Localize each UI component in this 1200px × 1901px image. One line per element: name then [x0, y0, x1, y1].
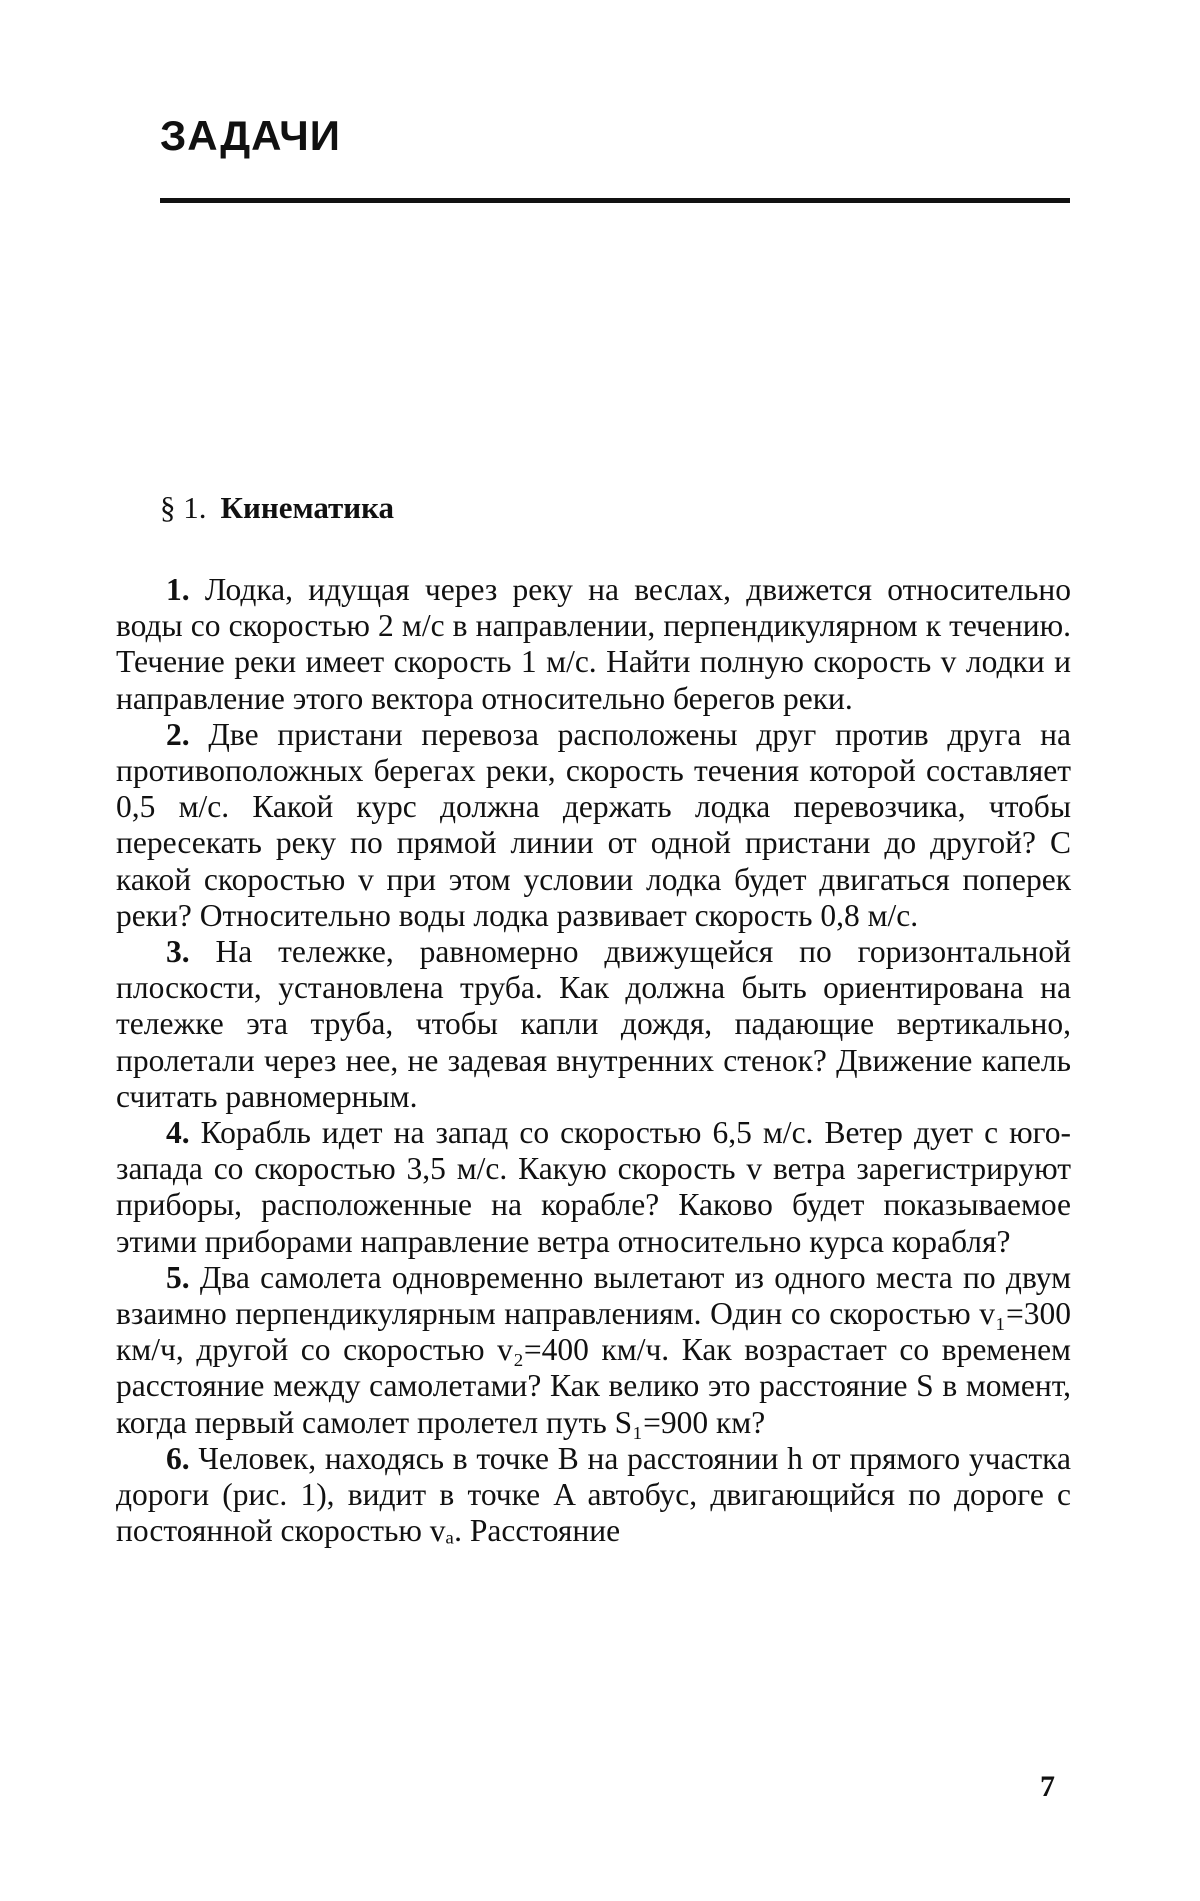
problem-number: 6.	[166, 1440, 190, 1476]
problem-text: Два самолета одновременно вылетают из одного места по двум взаимно перпендикулярным направлениям. Один со скоростью v₁=300 км/ч, другой со скоростью v₂=400 км/ч. Как возрастает со временем расстояние между самолетами? Как велико это расстояние S в момент, когда первый самолет пролетел путь S₁=900 км?	[116, 1259, 1072, 1440]
problem-number: 4.	[166, 1115, 190, 1151]
problem-text: Лодка, идущая через реку на веслах, движется относительно воды со скоростью 2 м/с в направлении, перпендикулярном к течению. Течение реки имеет скорость 1 м/с. Найти полную скорость v лодки и направление этого вектора относительно берегов реки.	[116, 572, 1072, 716]
chapter-divider	[160, 198, 1070, 203]
page-number: 7	[1040, 1770, 1055, 1803]
problem-number: 2.	[166, 716, 190, 752]
problem-number: 1.	[166, 572, 190, 607]
problem-6	[116, 1441, 1071, 1550]
problem-1	[116, 572, 1071, 717]
problem-list	[116, 572, 1071, 1549]
problem-4	[116, 1115, 1071, 1260]
problem-text: Две пристани перевоза расположены друг против друга на противоположных берегах реки, скорость течения которой составляет 0,5 м/с. Какой курс должна держать лодка перевозчика, чтобы пересекать реку по прямой линии от одной пристани до другой? С какой скоростью v при этом условии лодка будет двигаться поперек реки? Относительно воды лодка развивает скорость 0,8 м/с.	[116, 716, 1071, 933]
problem-number: 3.	[166, 934, 190, 970]
problem-text: На тележке, равномерно движущейся по горизонтальной плоскости, установлена труба. Как должна быть ориентирована на тележке эта труба, чтобы капли дождя, падающие вертикально, пролетали через нее, не задевая внутренних стенок? Движение капель считать равномерным.	[116, 934, 1071, 1114]
section-heading	[160, 490, 394, 526]
section-title: Кинематика	[220, 490, 395, 525]
problem-text: Человек, находясь в точке B на расстоянии h от прямого участка дороги (рис. 1), видит в точке A автобус, двигающийся по дороге с постоянной скоростью vₐ. Расстояние	[116, 1440, 1071, 1549]
chapter-title: ЗАДАЧИ	[160, 112, 341, 159]
problem-text: Корабль идет на запад со скоростью 6,5 м/с. Ветер дует с юго-запада со скоростью 3,5 м/с. Какую скорость v ветра зарегистрируют приборы, расположенные на корабле? Каково будет показываемое этими приборами направление ветра относительно курса корабля?	[116, 1115, 1071, 1259]
problem-5	[116, 1260, 1071, 1441]
problem-number: 5.	[166, 1259, 190, 1295]
problem-2	[116, 717, 1071, 934]
problem-3	[116, 934, 1071, 1115]
section-number: § 1.	[160, 490, 207, 525]
